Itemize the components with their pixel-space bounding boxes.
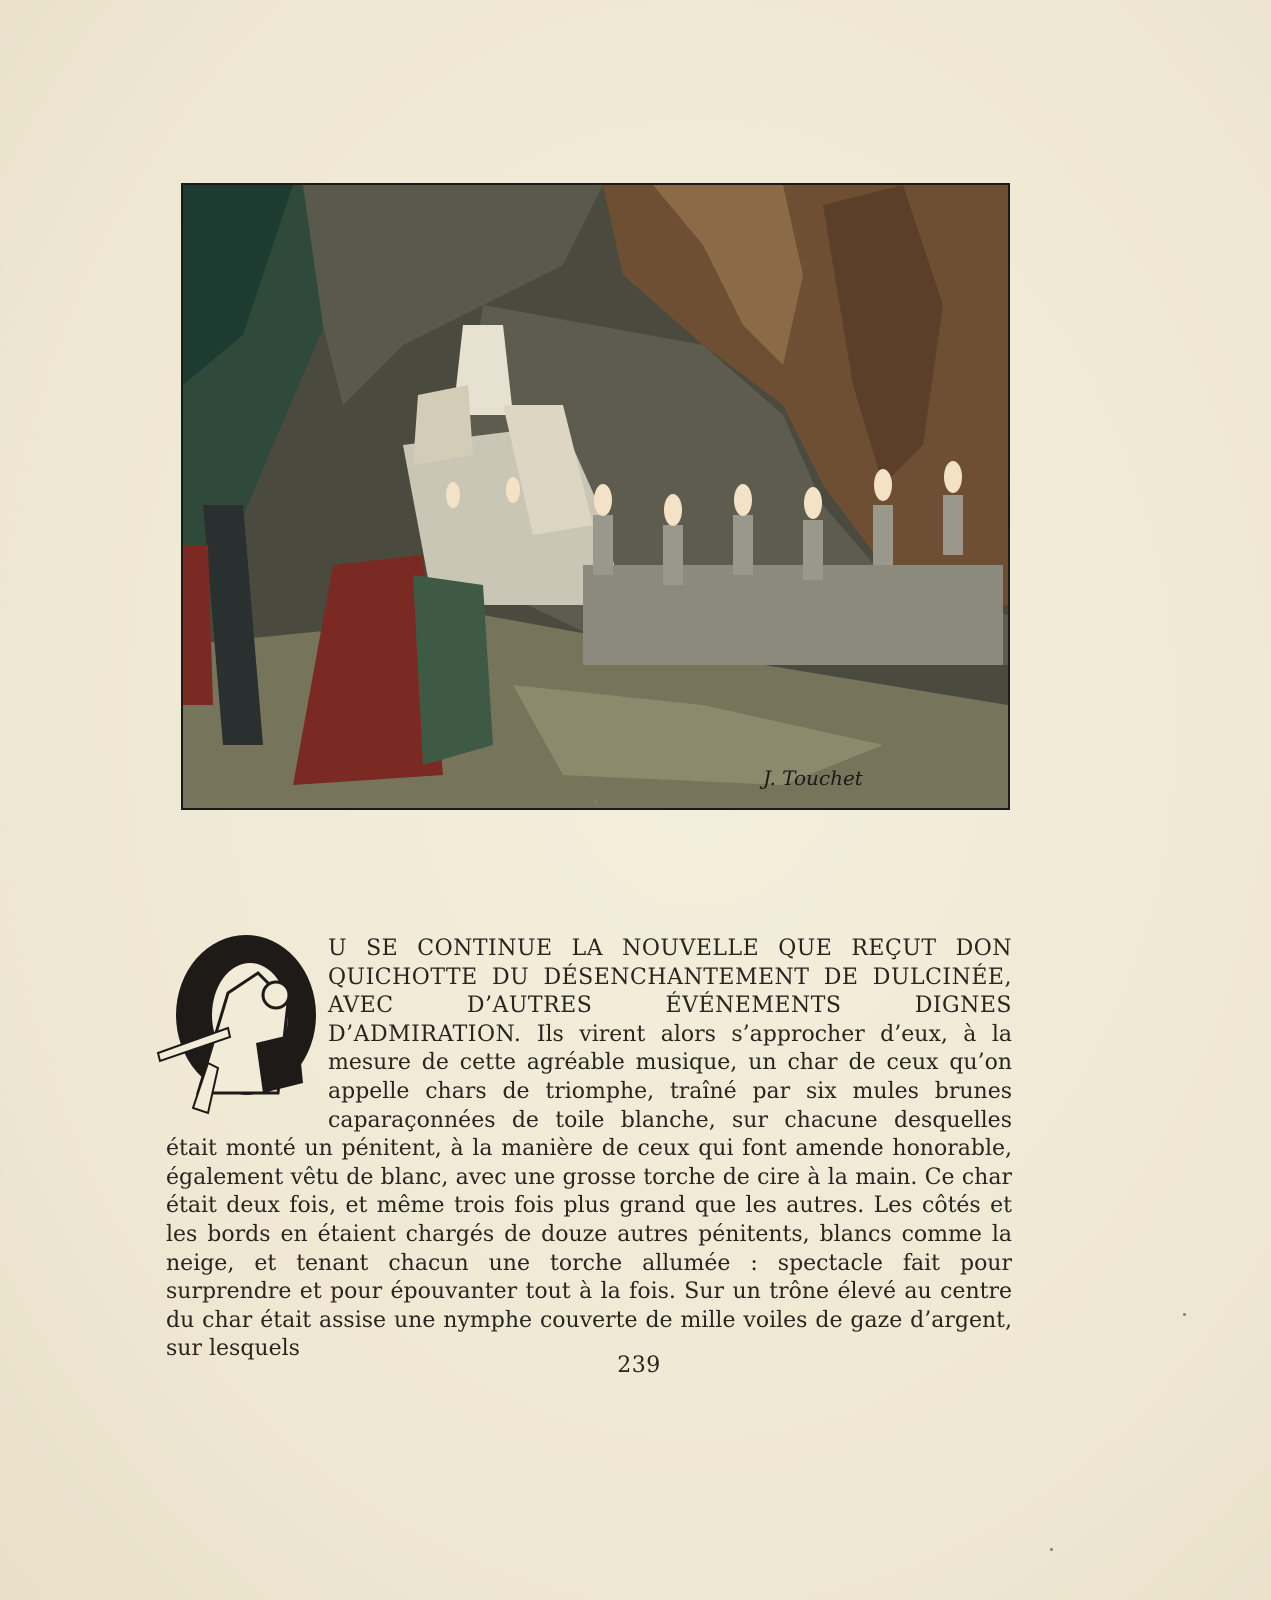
margin-speck (594, 800, 597, 803)
sancho-figure (413, 575, 493, 765)
show-through-text (175, 812, 1015, 932)
procession-illustration (183, 185, 1008, 808)
ornamental-drop-cap (138, 933, 320, 1125)
chapter-text (166, 935, 1012, 1364)
margin-speck (1183, 1313, 1186, 1316)
illustration-plate (181, 183, 1010, 810)
chapter-heading: U SE CONTINUE LA NOUVELLE QUE REÇUT DON QUICHOTTE DU DÉSENCHANTEMENT DE DULCINÉE, AVEC D’AUTRES ÉVÉNEMENTS DIGNES D’ADMIRATION. (328, 936, 1012, 1047)
page-number: 239 (617, 1353, 661, 1378)
margin-speck (1050, 1548, 1053, 1551)
artist-signature: J. Touchet (763, 766, 863, 790)
chapter-body: Ils virent alors s’approcher d’eux, à la mesure de cette agréable musique, un char de ceux qu’on appelle chars de triomphe, traîné par six mules brunes caparaçonnées de toile blanche, sur chacune desquelles était monté un pénitent, à la manière de ceux qui font amende honorable, également vêtu de blanc, avec une grosse torche de cire à la main. Ce char était deux fois, et même trois fois plus grand que les autres. Les côtés et les bords en étaient chargés de douze autres pénitents, blancs comme la neige, et tenant chacun une torche allumée : spectacle fait pour surprendre et pour épouvanter tout à la fois. Sur un trône élevé au centre du char était assise une nymphe couverte de mille voiles de gaze d’argent, sur lesquels (166, 1021, 1012, 1362)
